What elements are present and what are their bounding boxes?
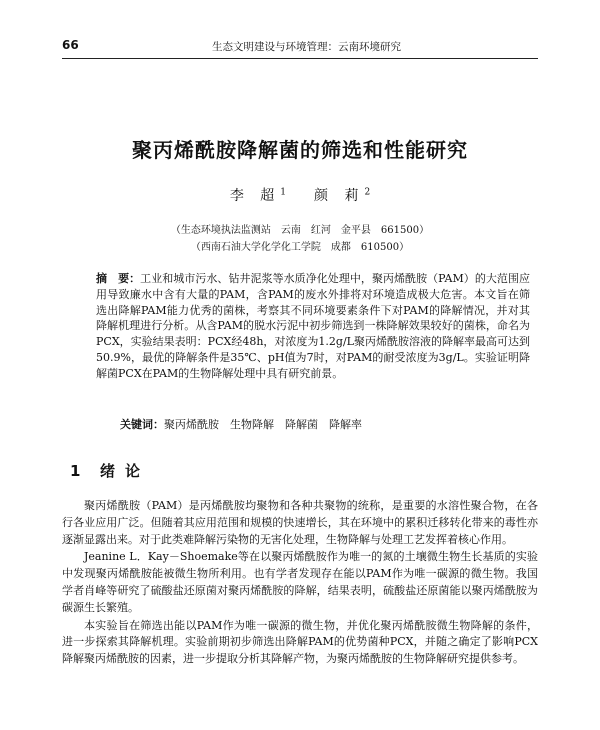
running-head [62, 38, 538, 54]
body-text [62, 498, 538, 669]
affiliation-mark: 2 [364, 187, 371, 198]
abstract-label: 摘 要： [96, 272, 141, 285]
section-heading [70, 460, 150, 481]
section-title: 绪论 [100, 462, 151, 480]
author-name: 李 超 [229, 188, 281, 204]
keywords [120, 416, 530, 432]
abstract-text: 工业和城市污水、钻井泥浆等水质净化处理中，聚丙烯酰胺（PAM）的大范围应用导致廉水中含有大量的PAM，含PAM的废水外排将对环境造成极大危害。本文旨在筛选出降解PAM能力优秀的菌株，考察其不同环境要素条件下对PAM的降解情况，并对其降解机理进行分析。从含PAM的脱水污泥中初步筛选到一株降解效果较好的菌株，命名为PCX，实验结果表明：PCX经48h，对浓度为1.2g/L聚丙烯酰胺溶液的降解率最高可达到50.9%，最优的降解条件是35℃、pH值为7时，对PAM的耐受浓度为3g/L。实验证明降解菌PCX在PAM的生物降解处理中具有研究前景。 [96, 272, 530, 380]
author-name: 颜 莉 [314, 188, 365, 204]
section-number: 1 [70, 462, 81, 480]
affiliation: （西南石油大学化学化工学院 成都 610500） [190, 242, 410, 253]
author-line [0, 185, 600, 205]
keywords-text: 聚丙烯酰胺 生物降解 降解菌 降解率 [164, 418, 362, 431]
abstract [96, 271, 530, 382]
page-number: 66 [62, 38, 79, 52]
paragraph: Jeanine L．Kay－Shoemake等在以聚丙烯酰胺作为唯一的氮的土壤微生物生长基质的实验中发现聚丙烯酰胺能被微生物所利用。也有学者发现存在能以PAM作为唯一碳源的微生物。我国学者肖峰等研究了硫酸盐还原菌对聚丙烯酰胺的降解，结果表明，硫酸盐还原菌能以聚丙烯酰胺为碳源生长繁殖。 [62, 550, 538, 614]
article-title: 聚丙烯酰胺降解菌的筛选和性能研究 [132, 138, 468, 162]
journal-name: 生态文明建设与环境管理：云南环境研究 [212, 41, 401, 53]
paragraph: 本实验旨在筛选出能以PAM作为唯一碳源的微生物，并优化聚丙烯酰胺微生物降解的条件，进一步探索其降解机理。实验前期初步筛选出降解PAM的优势菌种PCX，并随之确定了影响PCX降解聚丙烯酰胺的因素，进一步提取分析其降解产物，为聚丙烯酰胺的生物降解研究提供参考。 [62, 618, 538, 666]
affiliation: （生态环境执法监测站 云南 红河 金平县 661500） [170, 225, 430, 236]
keywords-label: 关键词： [120, 418, 164, 431]
affiliation-mark: 1 [280, 187, 286, 198]
paragraph: 聚丙烯酰胺（PAM）是丙烯酰胺均聚物和各种共聚物的统称，是重要的水溶性聚合物，在各行各业应用广泛。但随着其应用范围和规模的快速增长，其在环境中的累积迁移转化带来的毒性亦逐渐显露出来。对于此类难降解污染物的无害化处理，生物降解与处理工艺发挥着核心作用。 [62, 499, 538, 546]
header-rule [62, 58, 538, 59]
